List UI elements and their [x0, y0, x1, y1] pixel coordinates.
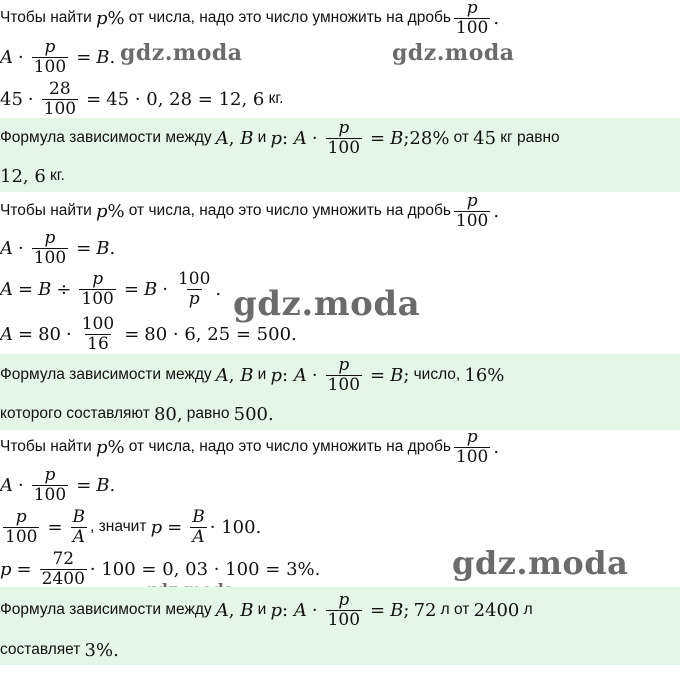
answer-line-2b: которого составляют 80, равно 500. — [0, 403, 274, 425]
watermark: gdz.moda — [392, 40, 515, 66]
answer-line-3b: составляет 3%. — [0, 639, 119, 661]
solution-line-2: A = 80 · $\frac{100}{16}$ = 80 · 6, 25 = 500. — [0, 313, 297, 354]
answer-line-2: Формула зависимости между A , B и p : A · $\frac{p}{100}$ = B ; число, 16% — [0, 354, 505, 395]
answer-line-1: Формула зависимости между A , B и p : A · $\frac{p}{100}$ = B ; 28% от 45 кг равно — [0, 117, 560, 158]
fraction: $\frac{p}{100}$ — [455, 0, 489, 38]
ratio-line: $\frac{p}{100}$ = $\frac{B}{A}$ , значит p = $\frac{B}{A}$ · 100. — [5, 506, 262, 547]
formula-line: A · $\frac{p}{100}$ = B . — [0, 36, 116, 77]
rule-line-1: Чтобы найти p % от числа, надо это число умножить на дробь $\frac{p}{100}$ . — [0, 0, 500, 38]
watermark: gdz.moda — [120, 40, 243, 66]
watermark: gdz.moda — [452, 544, 629, 582]
inverse-formula-line: A = B ÷ $\frac{p}{100}$ = B · $\frac{100}{p}$ . — [0, 268, 222, 309]
formula-line: A · $\frac{p}{100}$ = B . — [0, 464, 116, 505]
watermark: gdz.moda — [233, 284, 421, 324]
solution-line-1: 45 · $\frac{28}{100}$ = 45 · 0, 28 = 12, 6 кг. — [0, 78, 284, 119]
answer-line-1b: 12, 6 кг. — [0, 165, 65, 187]
formula-line: A · $\frac{p}{100}$ = B . — [0, 227, 116, 268]
rule-line-2: Чтобы найти p % от числа, надо это число умножить на дробь $\frac{p}{100}$ . — [0, 190, 500, 231]
answer-line-3: Формула зависимости между A , B и p : A · $\frac{p}{100}$ = B ; 72 л от 2400 л — [0, 589, 533, 630]
rule-line-3: Чтобы найти p % от числа, надо это число умножить на дробь $\frac{p}{100}$ . — [0, 426, 500, 467]
solution-line-3: p = $\frac{72}{2400}$ · 100 = 0, 03 · 100 = 3%. — [0, 548, 321, 589]
